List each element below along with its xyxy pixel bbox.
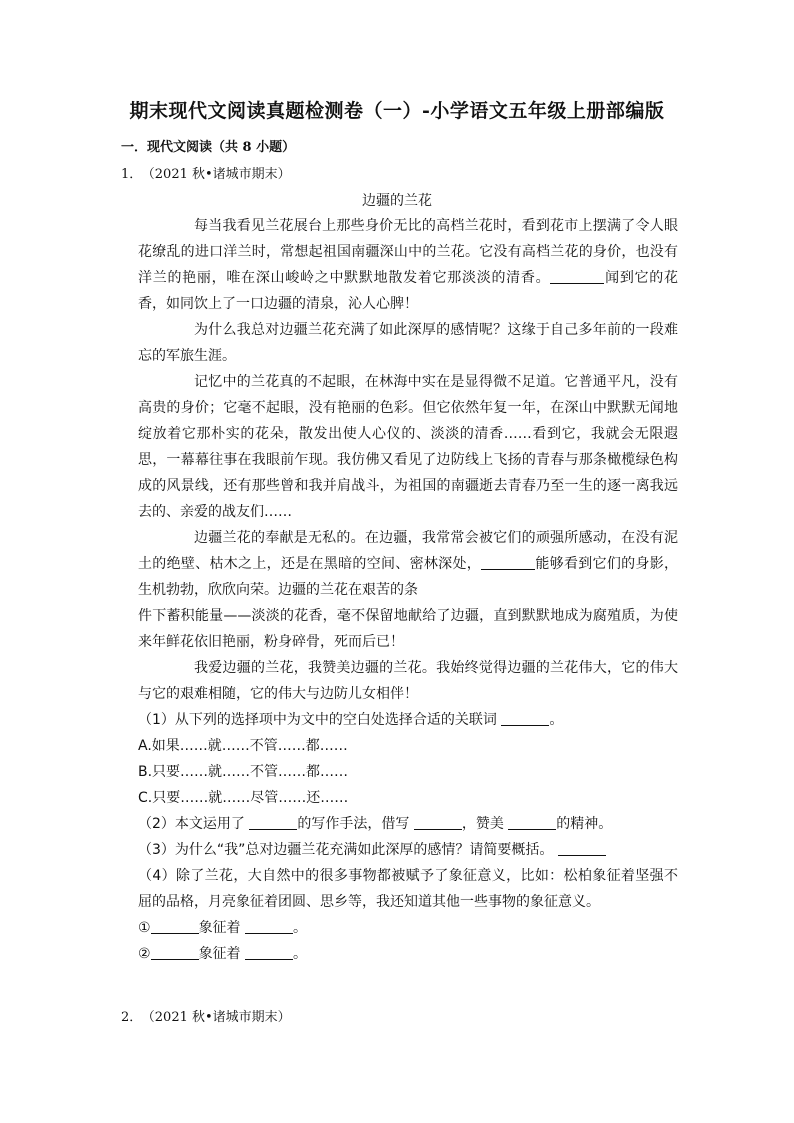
sub-question-1: （1）从下列的选择项中为文中的空白处选择合适的关联词 。 bbox=[138, 712, 564, 728]
blank-2[interactable] bbox=[481, 555, 535, 570]
answer-blank-1[interactable] bbox=[501, 711, 549, 726]
answer-blank-3[interactable] bbox=[558, 841, 606, 856]
answer-blank-4b[interactable] bbox=[245, 919, 293, 934]
paragraph-2: 为什么我总对边疆兰花充满了如此深厚的感情呢？这缘于自己多年前的一段难忘的军旅生涯。 bbox=[138, 322, 678, 364]
question-2-number: 2． bbox=[121, 1010, 143, 1025]
paragraph-3: 记忆中的兰花真的不起眼，在林海中实在是显得微不足道。它普通平凡，没有高贵的身价；它毫不起眼，没有艳丽的色彩。但它依然年复一年，在深山中默默无闻地绽放着它那朴实的花朵，散发出使人心仪的、淡淡的清香……看到它，我就会无限遐思，一幕幕往事在我眼前乍现。我仿佛又看见了边防线上飞扬的青春与那条橄榄绿色构成的风景线，还有那些曾和我并肩战斗，为祖国的南疆逝去青春乃至一生的逐一离我远去的、亲爱的战友们…… bbox=[138, 374, 678, 520]
passage-title: 边疆的兰花 bbox=[362, 193, 432, 209]
paragraph-4: 边疆兰花的奉献是无私的。在边疆，我常常会被它们的顽强所感动，在没有泥土的绝壁、枯木之上，还是在黑暗的空间、密林深处， 能够看到它们的身影，生机勃勃，欣欣向荣。边疆的兰花在艰苦的条 bbox=[138, 530, 679, 598]
answer-blank-2b[interactable] bbox=[414, 815, 462, 830]
answer-line-1: ① 象征着 。 bbox=[138, 920, 308, 936]
question-1-source: （2021 秋•诸城市期末） bbox=[148, 167, 291, 182]
sub-question-2: （2）本文运用了 的写作手法，借写 ，赞美 的精神。 bbox=[138, 816, 613, 832]
sub-question-4: （4）除了兰花，大自然中的很多事物都被赋予了象征意义，比如：松柏象征着坚强不屈的品格，月亮象征着团圆、思乡等，我还知道其他一些事物的象征意义。 bbox=[138, 868, 678, 910]
option-c[interactable]: C.只要……就……尽管……还…… bbox=[138, 790, 349, 806]
option-a[interactable]: A.如果……就……不管……都…… bbox=[138, 738, 348, 754]
question-2-source: （2021 秋•诸城市期末） bbox=[148, 1010, 291, 1025]
answer-line-2: ② 象征着 。 bbox=[138, 946, 308, 962]
sub-question-3: （3）为什么“我”总对边疆兰花充满如此深厚的感情？请简要概括。 bbox=[138, 837, 678, 863]
paragraph-1: 每当我看见兰花展台上那些身价无比的高档兰花时，看到花市上摆满了令人眼花缭乱的进口洋兰时，常想起祖国南疆深山中的兰花。它没有高档兰花的身价，也没有洋兰的艳丽，唯在深山峻岭之中默默地散发着它那淡淡的清香。 闻到它的花香，如同饮上了一口边疆的清泉，沁人心脾！ bbox=[138, 218, 679, 312]
option-b[interactable]: B.只要……就……不管……都…… bbox=[138, 764, 349, 780]
page-title: 期末现代文阅读真题检测卷（一）-小学语文五年级上册部编版 bbox=[129, 100, 665, 122]
answer-blank-4a[interactable] bbox=[151, 919, 199, 934]
paragraph-4-continued: 件下蓄积能量——淡淡的花香，毫不保留地献给了边疆，直到默默地成为腐殖质，为使来年鲜花依旧艳丽，粉身碎骨，死而后已！ bbox=[138, 608, 678, 650]
passage-body bbox=[138, 213, 678, 967]
answer-blank-4d[interactable] bbox=[245, 945, 293, 960]
answer-blank-4c[interactable] bbox=[151, 945, 199, 960]
section-heading: 一．现代文阅读（共 8 小题） bbox=[121, 140, 296, 155]
answer-blank-2c[interactable] bbox=[508, 815, 556, 830]
answer-blank-2a[interactable] bbox=[249, 815, 297, 830]
question-1-number: 1． bbox=[121, 167, 143, 182]
blank-1[interactable] bbox=[550, 269, 604, 284]
question-2-header bbox=[121, 1006, 291, 1025]
question-1-header bbox=[121, 163, 291, 182]
paragraph-5: 我爱边疆的兰花，我赞美边疆的兰花。我始终觉得边疆的兰花伟大，它的伟大与它的艰难相随，它的伟大与边防儿女相伴！ bbox=[138, 660, 678, 702]
